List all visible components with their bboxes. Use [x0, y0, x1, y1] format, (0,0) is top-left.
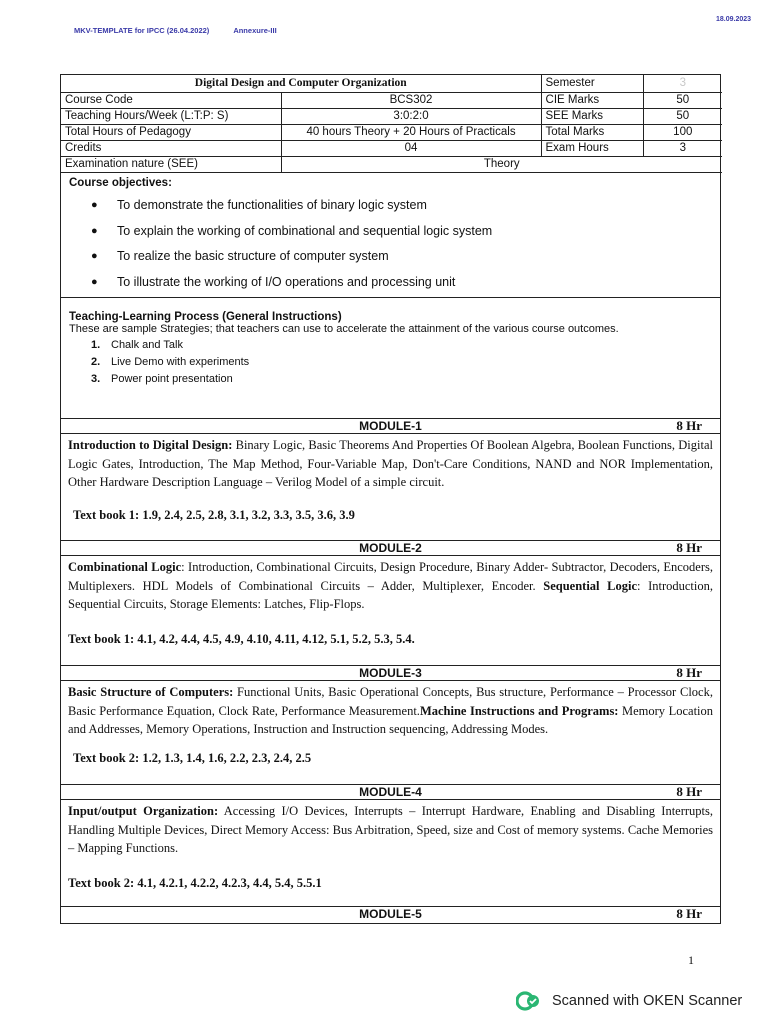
- module-hours: 8 Hr: [676, 906, 702, 921]
- module-1-header: [61, 418, 720, 434]
- module-textbook: Text book 2: 4.1, 4.2.1, 4.2.2, 4.2.3, 4.4, 5.4, 5.5.1: [68, 875, 322, 890]
- tlp-list: [69, 337, 712, 388]
- row-value: 3:0:2:0: [281, 109, 541, 125]
- module-title: MODULE-4: [359, 785, 422, 799]
- marks-label: Total Marks: [541, 125, 643, 141]
- scanner-watermark: [516, 991, 742, 1011]
- row-label: Course Code: [61, 93, 281, 109]
- module-title: MODULE-5: [359, 907, 422, 921]
- scanner-text: Scanned with OKEN Scanner: [552, 993, 743, 1009]
- list-item: 3. Power point presentation: [91, 373, 233, 385]
- row-label: Total Hours of Pedagogy: [61, 125, 281, 141]
- list-item: 1. Chalk and Talk: [91, 339, 183, 351]
- marks-value: 50: [643, 93, 722, 109]
- row-value: 04: [281, 141, 541, 157]
- semester-label: Semester: [541, 75, 643, 93]
- module-3-content: [61, 681, 720, 784]
- marks-value: 100: [643, 125, 722, 141]
- exam-nature-value: Theory: [281, 157, 722, 173]
- row-label: Teaching Hours/Week (L:T:P: S): [61, 109, 281, 125]
- module-4-header: [61, 784, 720, 800]
- bullet-icon: ●: [91, 250, 98, 262]
- module-textbook: Text book 2: 1.2, 1.3, 1.4, 1.6, 2.2, 2.3, 2.4, 2.5: [73, 750, 312, 765]
- course-info-row: [61, 109, 722, 125]
- course-info-row: [61, 141, 722, 157]
- list-item: 2. Live Demo with experiments: [91, 356, 250, 368]
- course-objectives: [61, 173, 720, 297]
- exam-nature-row: [61, 157, 722, 173]
- template-header: [74, 26, 277, 35]
- module-title: MODULE-2: [359, 541, 422, 555]
- template-name: MKV-TEMPLATE for IPCC (26.04.2022): [74, 26, 210, 35]
- module-hours: 8 Hr: [676, 665, 702, 680]
- tlp-intro: These are sample Strategies; that teachers can use to accelerate the attainment of the various course outcomes.: [69, 323, 619, 335]
- marks-label: CIE Marks: [541, 93, 643, 109]
- module-description: Input/output Organization: Accessing I/O Devices, Interrupts – Interrupt Hardware, Enabling and Disabling Interrupts, Handling Multiple Devices, Direct Memory Access: Bus Arbitration, Speed, size and Cost of memory systems. Cache Memories – Mapping Functions.: [68, 804, 714, 855]
- module-description: Combinational Logic: Introduction, Combinational Circuits, Design Procedure, Binary Adder- Subtractor, Decoders, Encoders, Multiplexers. HDL Models of Combinational Circuits – Adder, Multiplexer, Encoder. Sequential Logic: Introduction, Sequential Circuits, Storage Elements: Latches, Flip-Flops.: [68, 560, 713, 611]
- syllabus-page: [60, 74, 721, 924]
- objectives-list: [69, 193, 712, 295]
- module-textbook: Text book 1: 4.1, 4.2, 4.4, 4.5, 4.9, 4.10, 4.11, 4.12, 5.1, 5.2, 5.3, 5.4.: [68, 631, 415, 646]
- course-info-row: [61, 125, 722, 141]
- semester-value: 3: [643, 75, 722, 93]
- module-3-header: [61, 665, 720, 681]
- list-item: ● To explain the working of combinational and sequential logic system: [69, 219, 712, 245]
- header-date: 18.09.2023: [716, 16, 752, 23]
- module-1-content: [61, 434, 720, 540]
- module-hours: 8 Hr: [676, 418, 702, 433]
- module-hours: 8 Hr: [676, 540, 702, 555]
- row-value: 40 hours Theory + 20 Hours of Practicals: [281, 125, 541, 141]
- row-value: BCS302: [281, 93, 541, 109]
- module-description: Basic Structure of Computers: Functional Units, Basic Operational Concepts, Bus structure, Performance – Processor Clock, Basic Performance Equation, Clock Rate, Performance Measurement.Machine Instructions and Programs: Memory Location and Addresses, Memory Operations, Instruction and Instruction sequencing, Addressing Modes.: [68, 685, 714, 736]
- list-item: ● To realize the basic structure of computer system: [69, 244, 712, 270]
- objectives-heading: Course objectives:: [69, 177, 172, 189]
- module-title: MODULE-3: [359, 666, 422, 680]
- module-hours: 8 Hr: [676, 784, 702, 799]
- course-title-row: [61, 75, 722, 93]
- module-2-content: [61, 556, 720, 665]
- marks-label: Exam Hours: [541, 141, 643, 157]
- course-title: Digital Design and Computer Organization: [61, 75, 541, 93]
- module-4-content: [61, 800, 720, 906]
- marks-value: 50: [643, 109, 722, 125]
- module-textbook: Text book 1: 1.9, 2.4, 2.5, 2.8, 3.1, 3.2, 3.3, 3.5, 3.6, 3.9: [73, 507, 355, 522]
- list-item: ● To illustrate the working of I/O operations and processing unit: [69, 270, 712, 296]
- marks-value: 3: [643, 141, 722, 157]
- annexure-label: Annexure-III: [233, 26, 277, 35]
- course-info-row: [61, 93, 722, 109]
- tlp-heading: Teaching-Learning Process (General Instructions): [69, 311, 342, 323]
- bullet-icon: ●: [91, 199, 98, 211]
- page-number: 1: [688, 953, 694, 967]
- row-label: Credits: [61, 141, 281, 157]
- exam-nature-label: Examination nature (SEE): [61, 157, 281, 173]
- teaching-learning-process: [61, 297, 720, 418]
- oken-scanner-logo-icon: [516, 990, 540, 1012]
- module-title: MODULE-1: [359, 419, 422, 433]
- marks-label: SEE Marks: [541, 109, 643, 125]
- bullet-icon: ●: [91, 224, 98, 237]
- list-item: ● To demonstrate the functionalities of binary logic system: [69, 193, 712, 219]
- module-5-header: [61, 906, 720, 923]
- course-info-table: [61, 75, 722, 173]
- bullet-icon: ●: [91, 275, 98, 288]
- module-2-header: [61, 540, 720, 556]
- module-description: Introduction to Digital Design: Binary Logic, Basic Theorems And Properties Of Boolean Algebra, Boolean Functions, Digital Logic Gates, Introduction, The Map Method, Four-Variable Map, Don't-Care Conditions, NAND and NOR Implementation, Other Hardware Description Language – Verilog Model of a simple circuit.: [68, 438, 713, 489]
